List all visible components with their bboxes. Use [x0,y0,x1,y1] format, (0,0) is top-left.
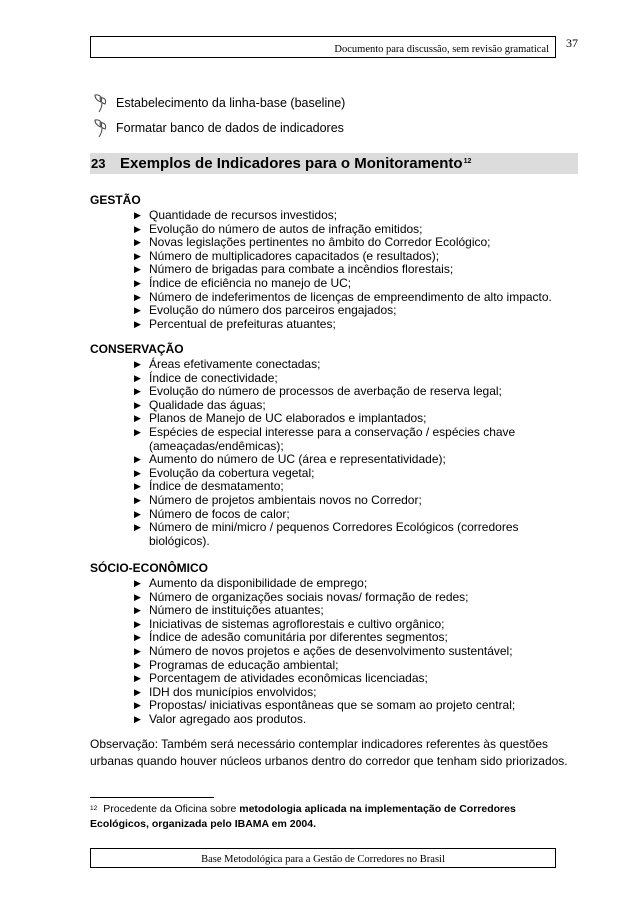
list-item [90,372,570,386]
bullet-arrow-icon: ▶ [134,318,141,329]
list-item-text: Percentual de prefeituras atuantes; [149,316,336,331]
list-item-text: Número de instituições atuantes; [149,603,324,618]
indicator-group-gestao [90,193,570,331]
list-item-text: Espécies de especial interesse para a conservação / espécies chave (ameaçadas/endêmicas); [149,424,516,453]
footnote [90,802,560,832]
bullet-arrow-icon: ▶ [134,686,141,697]
bullet-arrow-icon: ▶ [134,481,141,492]
bullet-arrow-icon: ▶ [134,250,141,261]
list-item-text: Aumento da disponibilidade de emprego; [149,576,368,590]
list-item [90,358,570,372]
indicator-list [90,358,570,548]
list-item-text: Índice de desmatamento; [149,479,284,494]
list-item [90,250,570,264]
list-item [90,399,570,413]
list-item [90,521,570,548]
bullet-arrow-icon: ▶ [134,605,141,616]
list-item-text: Evolução da cobertura vegetal; [149,465,315,480]
indicator-group-socio-economico [90,561,570,727]
bullet-arrow-icon: ▶ [134,264,141,275]
list-item-text: Número de focos de calor; [149,506,290,521]
list-item-text: Evolução do número dos parceiros engajados; [149,303,397,318]
list-item [90,713,570,727]
bullet-arrow-icon: ▶ [134,291,141,302]
list-item-text: Número de mini/micro / pequenos Corredores Ecológicos (corredores biológicos). [149,520,519,548]
bullet-arrow-icon: ▶ [134,494,141,505]
bullet-arrow-icon: ▶ [134,591,141,602]
indicator-list [90,209,570,331]
list-item-text: Aumento do número de UC (área e representatividade); [149,452,446,467]
leaf-icon [92,117,114,139]
list-item-text: Evolução do número de processos de averbação de reserva legal; [149,384,502,399]
section-heading [90,153,578,174]
bullet-arrow-icon: ▶ [134,578,141,588]
list-item-text: Valor agregado aos produtos. [149,711,307,726]
bullet-arrow-icon: ▶ [134,223,141,234]
indicator-group-conservacao [90,342,570,548]
list-item [90,426,570,453]
bullet-arrow-icon: ▶ [134,454,141,465]
footnote-reference: 12 [463,158,472,165]
bullet-arrow-icon: ▶ [134,305,141,316]
list-item-text: Programas de educação ambiental; [149,657,339,672]
list-item [90,223,570,237]
page-header [90,36,556,58]
list-item-text: Iniciativas de sistemas agroflorestais e cultivo orgânico; [149,616,445,631]
footnote-bold-text: metodologia aplicada na implementação de Corredores Ecológicos, organizada pelo IBAMA em 2004. [90,803,516,830]
bullet-arrow-icon: ▶ [134,713,141,724]
list-item-text: Planos de Manejo de UC elaborados e implantados; [149,411,427,426]
section-title: Exemplos de Indicadores para o Monitoramento [120,155,463,172]
list-item-text: IDH dos municípios envolvidos; [149,684,317,699]
group-title: SÓCIO-ECONÔMICO [90,561,209,575]
footnote-separator [90,797,214,798]
bullet-arrow-icon: ▶ [134,659,141,670]
list-item [90,508,570,522]
list-item-text: Número de organizações sociais novas/ formação de redes; [149,589,469,604]
list-item [90,453,570,467]
bullet-arrow-icon: ▶ [134,386,141,397]
intro-item [92,93,345,113]
bullet-arrow-icon: ▶ [134,508,141,519]
list-item-text: Áreas efetivamente conectadas; [149,357,321,371]
intro-item-text: Formatar banco de dados de indicadores [116,121,344,135]
list-item-text: Número de multiplicadores capacitados (e resultados); [149,248,440,263]
section-number: 23 [91,156,106,171]
list-item [90,577,570,591]
bullet-arrow-icon: ▶ [134,359,141,369]
list-item [90,672,570,686]
observation-paragraph: Observação: Também será necessário contemplar indicadores referentes às questões urbanas quando houver núcleos urbanos dentro do corredor que tenham sido priorizados. [90,737,568,768]
list-item [90,318,570,332]
group-title: GESTÃO [90,193,141,207]
list-item-text: Índice de adesão comunitária por diferentes segmentos; [149,630,448,645]
bullet-arrow-icon: ▶ [134,632,141,643]
list-item-text: Novas legislações pertinentes no âmbito do Corredor Ecológico; [149,235,491,250]
list-item [90,659,570,673]
bullet-arrow-icon: ▶ [134,618,141,629]
list-item-text: Evolução do número de autos de infração emitidos; [149,221,423,236]
list-item [90,277,570,291]
list-item-text: Qualidade das águas; [149,397,266,412]
bullet-arrow-icon: ▶ [134,522,141,533]
list-item [90,604,570,618]
intro-item-text: Estabelecimento da linha-base (baseline) [116,96,346,110]
list-item [90,291,570,305]
bullet-arrow-icon: ▶ [134,645,141,656]
list-item [90,699,570,713]
bullet-arrow-icon: ▶ [134,413,141,424]
list-item-text: Porcentagem de atividades econômicas licenciadas; [149,671,428,686]
bullet-arrow-icon: ▶ [134,467,141,478]
list-item-text: Número de projetos ambientais novos no Corredor; [149,492,422,507]
bullet-arrow-icon: ▶ [134,210,141,220]
bullet-arrow-icon: ▶ [134,700,141,711]
intro-item [92,118,344,138]
group-title: CONSERVAÇÃO [90,342,184,356]
list-item-text: Índice de eficiência no manejo de UC; [149,275,352,290]
list-item [90,631,570,645]
list-item-text: Propostas/ iniciativas espontâneas que se somam ao projeto central; [149,698,516,713]
list-item [90,494,570,508]
list-item-text: Número de brigadas para combate a incêndios florestais; [149,262,454,277]
bullet-arrow-icon: ▶ [134,237,141,248]
list-item [90,686,570,700]
indicator-list [90,577,570,727]
list-item [90,304,570,318]
footnote-prefix: Procedente da Oficina sobre [103,803,240,815]
bullet-arrow-icon: ▶ [134,277,141,288]
list-item [90,385,570,399]
list-item-text: Número de novos projetos e ações de desenvolvimento sustentável; [149,643,513,658]
list-item [90,645,570,659]
list-item [90,412,570,426]
leaf-icon [92,92,114,114]
list-item [90,209,570,223]
list-item [90,480,570,494]
footer-text: Base Metodológica para a Gestão de Corredores no Brasil [201,854,445,865]
list-item [90,263,570,277]
bullet-arrow-icon: ▶ [134,426,141,437]
list-item [90,236,570,250]
header-text: Documento para discussão, sem revisão gramatical [334,44,549,55]
page-number: 37 [566,36,578,50]
bullet-arrow-icon: ▶ [134,372,141,383]
list-item [90,591,570,605]
page-footer [90,848,556,868]
list-item-text: Quantidade de recursos investidos; [149,208,338,222]
list-item-text: Índice de conectividade; [149,370,278,385]
bullet-arrow-icon: ▶ [134,673,141,684]
list-item-text: Número de indeferimentos de licenças de empreendimento de alto impacto. [149,289,552,304]
bullet-arrow-icon: ▶ [134,399,141,410]
footnote-marker: 12 [90,805,98,812]
